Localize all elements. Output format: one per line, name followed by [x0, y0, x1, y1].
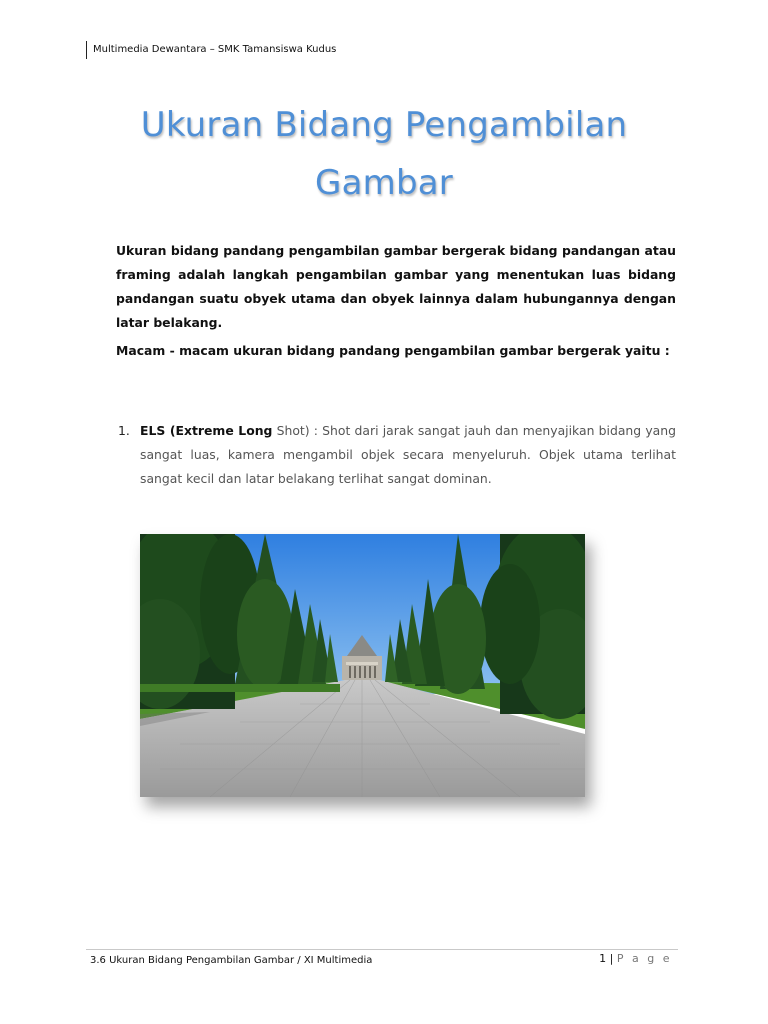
intro-paragraph: Ukuran bidang pandang pengambilan gambar bergerak bidang pandangan atau framing adalah langkah pengambilan gambar yang menentukan luas bidang pandangan suatu obyek utama dan obyek lainnya dalam hubungannya dengan latar belakang.	[116, 243, 676, 330]
footer-page-indicator	[599, 951, 672, 967]
shot-types-list	[116, 419, 676, 491]
list-item-body	[140, 419, 676, 491]
footer-divider	[86, 949, 678, 950]
list-item-number: 1.	[118, 423, 130, 438]
title-line-1: Ukuran Bidang Pengambilan	[140, 105, 628, 145]
title-line-2: Gambar	[315, 163, 453, 203]
types-intro-paragraph: Macam - macam ukuran bidang pandang pengambilan gambar bergerak yaitu :	[116, 343, 670, 358]
page-number: 1	[599, 952, 607, 965]
avenue-illustration	[140, 534, 585, 797]
page-label: P a g e	[616, 952, 672, 965]
list-item-description: Shot) : Shot dari jarak sangat jauh dan menyajikan bidang yang sangat luas, kamera mengambil objek secara menyeluruh. Objek utama terlihat sangat kecil dan latar belakang terlihat sangat dominan.	[140, 423, 676, 486]
header-text: Multimedia Dewantara – SMK Tamansiswa Kudus	[93, 44, 337, 55]
list-item	[116, 419, 676, 491]
footer-document-label: 3.6 Ukuran Bidang Pengambilan Gambar / XI Multimedia	[90, 955, 373, 966]
page-separator: |	[609, 952, 614, 965]
page-title	[0, 96, 768, 212]
page-header	[86, 41, 336, 59]
list-item-term: ELS (Extreme Long	[140, 423, 273, 438]
els-example-photo	[140, 534, 585, 797]
